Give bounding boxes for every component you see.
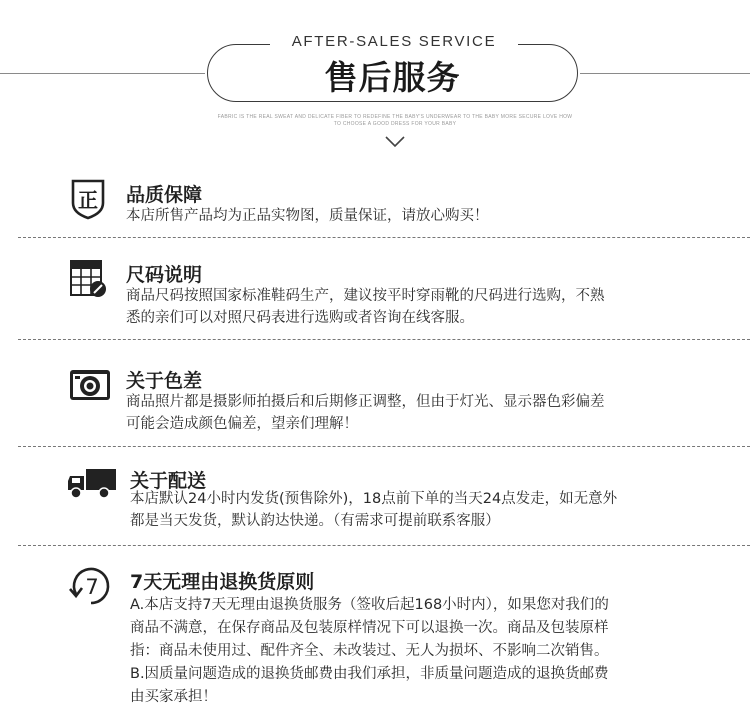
section-body bbox=[126, 391, 605, 435]
genuine-badge-icon bbox=[68, 178, 108, 220]
section-body-line: A.本店支持7天无理由退换货服务（签收后起168小时内），如果您对我们的 bbox=[130, 597, 609, 613]
section-body-line: 商品不满意，在保存商品及包装原样情况下可以退换一次。商品及包装原样 bbox=[130, 620, 609, 636]
header-chinese-title: 售后服务 bbox=[324, 58, 461, 97]
camera-icon bbox=[68, 366, 112, 404]
header-english-title: AFTER-SALES SERVICE bbox=[272, 33, 516, 50]
section-title: 关于配送 bbox=[130, 470, 207, 492]
header-rule-left bbox=[0, 73, 205, 74]
section-body-line: 本店默认24小时内发货(预售除外)，18点前下单的当天24点发走，如无意外 bbox=[130, 491, 618, 507]
section-divider bbox=[18, 339, 750, 340]
section-body-line: 商品尺码按照国家标准鞋码生产，建议按平时穿雨靴的尺码进行选购，不熟 bbox=[126, 288, 605, 304]
genuine-badge-glyph: 正 bbox=[78, 188, 98, 212]
section-title: 7天无理由退换货原则 bbox=[130, 571, 315, 593]
section-body-line: 悉的亲们可以对照尺码表进行选购或者咨询在线客服。 bbox=[126, 310, 474, 326]
section-divider bbox=[18, 446, 750, 447]
section-title: 品质保障 bbox=[126, 184, 203, 206]
header-subtext-line-1: FABRIC IS THE REAL SWEAT AND DELICATE FIBER TO REDEFINE THE BABY'S UNDERWEAR TO THE BABY MORE SECURE LOVE HOW bbox=[217, 114, 573, 120]
section-body-line: 商品照片都是摄影师拍摄后和后期修正调整，但由于灯光、显示器色彩偏差 bbox=[126, 394, 605, 410]
section-body bbox=[126, 205, 489, 227]
section-title: 尺码说明 bbox=[126, 264, 203, 286]
header-subtext bbox=[215, 114, 575, 128]
section-title: 关于色差 bbox=[126, 370, 203, 392]
section-body-line: 由买家承担！ bbox=[130, 689, 217, 705]
section-body bbox=[130, 488, 617, 532]
section-body-line: 可能会造成颜色偏差，望亲们理解！ bbox=[126, 416, 358, 432]
delivery-truck-icon bbox=[66, 466, 118, 500]
section-body-line: 本店所售产品均为正品实物图，质量保证，请放心购买！ bbox=[126, 208, 489, 224]
section-body-line: B.因质量问题造成的退换货邮费由我们承担，非质量问题造成的退换货邮费 bbox=[130, 666, 609, 682]
section-body bbox=[126, 285, 605, 329]
section-body-line: 都是当天发货，默认韵达快递。（有需求可提前联系客服） bbox=[130, 513, 500, 529]
seven-day-glyph: 7 bbox=[85, 575, 99, 599]
header-subtext-line-2: TO CHOOSE A GOOD DRESS FOR YOUR BABY bbox=[333, 121, 457, 127]
size-chart-icon bbox=[68, 258, 110, 300]
header-rule-right bbox=[580, 73, 750, 74]
section-divider bbox=[18, 545, 750, 546]
section-body bbox=[130, 594, 609, 709]
section-divider bbox=[18, 237, 750, 238]
section-body-line: 指：商品未使用过、配件齐全、未改装过、无人为损坏、不影响二次销售。 bbox=[130, 643, 609, 659]
seven-day-return-icon bbox=[66, 564, 116, 608]
chevron-down-icon bbox=[385, 136, 405, 148]
